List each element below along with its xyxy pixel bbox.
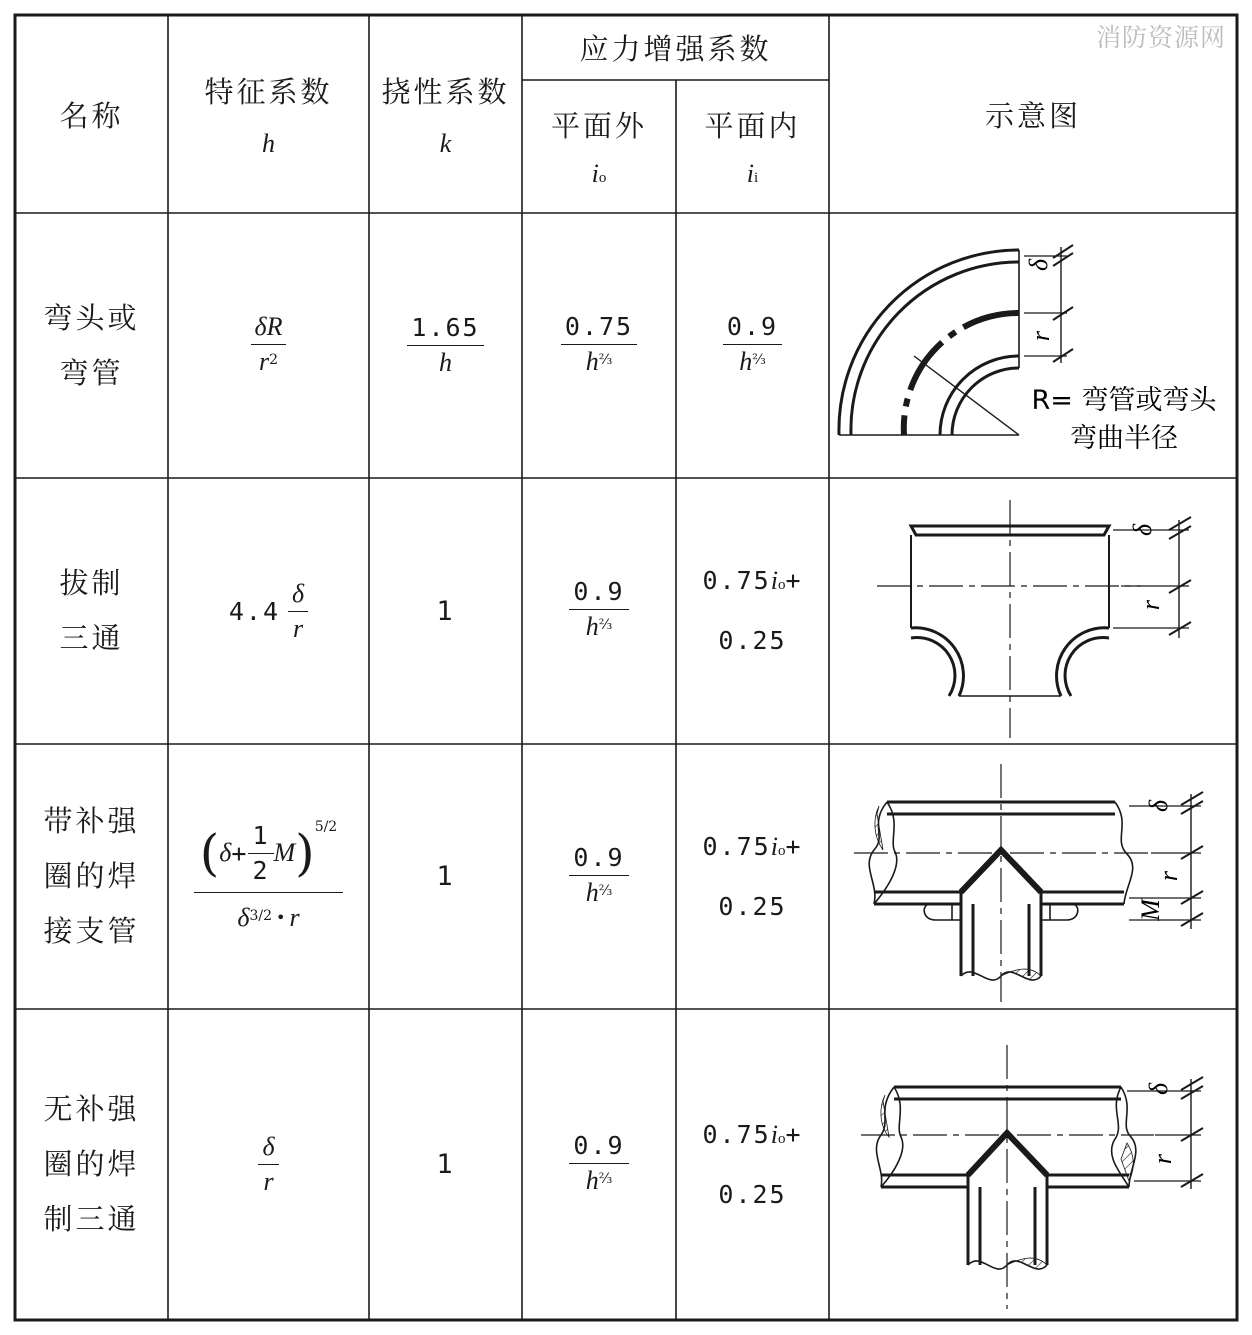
header-flex-coef-label: 挠性系数 — [381, 74, 510, 109]
row-unreinforced-ii: 0.75io+ 0.25 — [702, 1119, 803, 1209]
row-reinforced-name: 带补强 圈的焊 接支管 — [43, 804, 140, 948]
svg-text:δ: δ — [1144, 799, 1173, 813]
row-reinforced-io: $\frac{0.9}{h^{\frac{2}{3}}}$ — [522, 744, 676, 1009]
svg-text:r: r — [1026, 330, 1055, 342]
header-diagram — [829, 15, 1237, 213]
header-out-plane — [522, 80, 676, 213]
svg-text:M: M — [1136, 899, 1165, 921]
row-unreinforced-k: 1 — [436, 1149, 455, 1180]
row-drawn-tee-k: 1 — [436, 595, 455, 627]
row-elbow-name: 弯头或 弯管 — [43, 300, 140, 390]
svg-text:δ: δ — [1144, 1082, 1173, 1096]
header-out-plane-label: 平面外 — [550, 109, 647, 143]
elbow-note-1: R= 弯管或弯头 — [1031, 385, 1217, 416]
svg-text:r: r — [1136, 599, 1165, 611]
row-elbow-ii: $\frac{0.9}{h^{\frac{2}{3}}}$ — [676, 213, 829, 478]
row-unreinforced-io: $\frac{0.9}{h^{\frac{2}{3}}}$ — [522, 1009, 676, 1320]
row-reinforced-k: 1 — [436, 861, 455, 892]
header-flex-coef — [369, 15, 522, 213]
row-unreinforced-name: 无补强 圈的焊 制三通 — [43, 1092, 140, 1236]
row-drawn-tee-name: 拔制 三通 — [59, 566, 124, 655]
svg-text:δ: δ — [1024, 258, 1053, 272]
svg-text:r: r — [1154, 870, 1183, 882]
header-sif-label: 应力增强系数 — [579, 32, 772, 66]
header-in-plane — [676, 80, 829, 213]
header-out-plane-symbol: io — [591, 159, 607, 188]
header-in-plane-symbol: ii — [746, 159, 759, 188]
header-diagram-label: 示意图 — [984, 98, 1081, 133]
watermark: 消防资源网 — [1095, 23, 1226, 52]
row-elbow-h: $\frac{\delta R}{r^2}$ — [168, 213, 369, 478]
row-drawn-tee-h: 4.4 $\frac{\delta}{r}$ — [168, 478, 369, 744]
unreinforced-tee-diagram — [829, 1009, 1237, 1320]
row-reinforced-ii: 0.75io+ 0.25 — [702, 831, 803, 921]
svg-text:r: r — [1148, 1153, 1177, 1165]
row-elbow-io: $\frac{0.75}{h^{\frac{2}{3}}}$ — [522, 213, 676, 478]
elbow-diagram — [829, 213, 1237, 478]
reinforced-branch-diagram — [829, 744, 1237, 1009]
header-name-label: 名称 — [59, 98, 124, 133]
header-sif — [522, 15, 829, 80]
header-char-coef-label: 特征系数 — [204, 74, 333, 109]
header-char-coef — [168, 15, 369, 213]
row-elbow-k: $\frac{1.65}{h}$ — [369, 213, 522, 478]
row-drawn-tee-ii: 0.75io+ 0.25 — [702, 566, 803, 655]
drawn-tee-diagram — [829, 478, 1237, 744]
header-in-plane-label: 平面内 — [704, 109, 801, 143]
elbow-note-2: 弯曲半径 — [1070, 423, 1178, 454]
row-unreinforced-h: $\frac{\delta}{r}$ — [168, 1009, 369, 1320]
header-name — [15, 15, 168, 213]
svg-text:δ: δ — [1128, 523, 1157, 537]
header-flex-coef-symbol: k — [439, 128, 452, 158]
header-char-coef-symbol: h — [262, 128, 275, 158]
row-reinforced-h: ( δ + $\frac{1}{2}$ M ) $^{5/2}$ δ $^{3/2}$ • r — [168, 744, 369, 1009]
row-drawn-tee-io: $\frac{0.9}{h^{\frac{2}{3}}}$ — [522, 478, 676, 744]
